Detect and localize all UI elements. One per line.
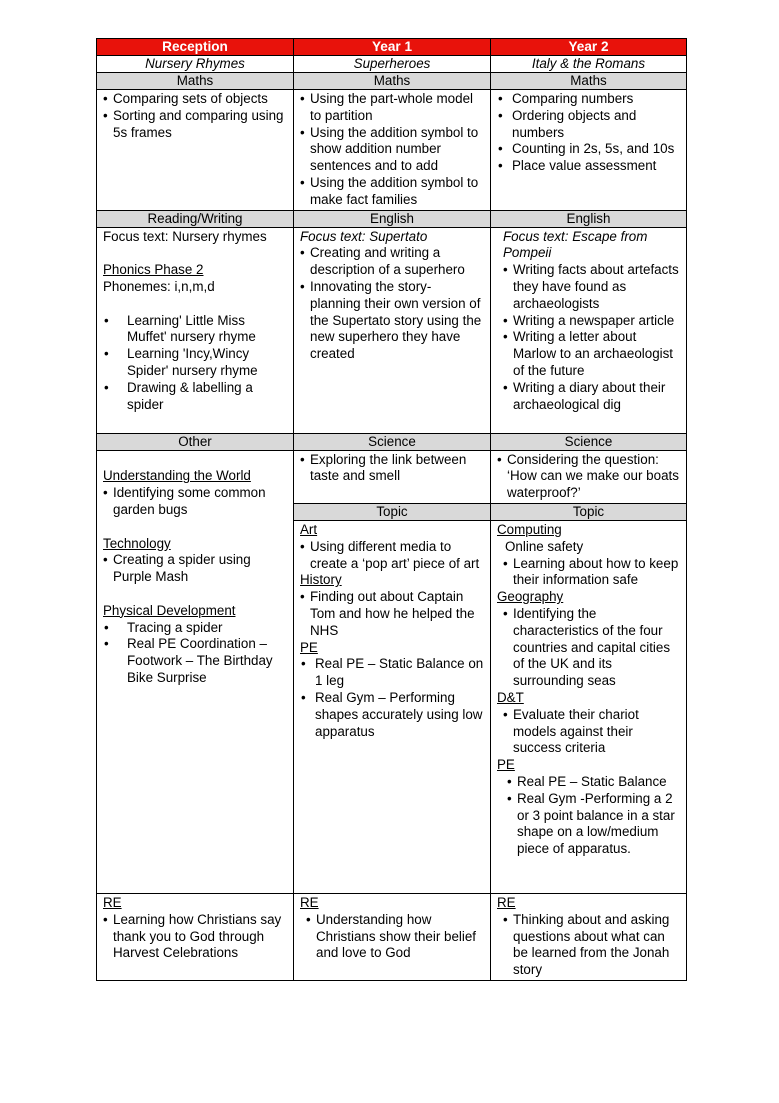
- list-item: • Considering the question: ‘How can we make our boats waterproof?’: [497, 452, 681, 502]
- english-content-row: [97, 227, 687, 433]
- phonics-title: Phonics Phase 2: [103, 262, 204, 278]
- topic-label-year1: Topic: [294, 503, 491, 520]
- other-reception: [97, 450, 294, 893]
- english-label-year2: English: [491, 210, 687, 227]
- section-title: PE: [300, 639, 318, 655]
- phonemes: Phonemes: i,n,m,d: [103, 278, 215, 294]
- list-item: • Counting in 2s, 5s, and 10s: [497, 141, 681, 158]
- section-title: PE: [497, 757, 515, 773]
- english-label-year1: English: [294, 210, 491, 227]
- focus-text: Focus text: Nursery rhymes: [103, 228, 267, 244]
- section-title: Physical Development: [103, 602, 236, 618]
- theme-year2: Italy & the Romans: [491, 56, 687, 73]
- list-item: • Thinking about and asking questions about what can be learned from the Jonah story: [503, 912, 681, 979]
- re-row: [97, 893, 687, 980]
- header-year2: Year 2: [491, 39, 687, 56]
- curriculum-table: [96, 38, 687, 981]
- science-label-year1: Science: [294, 433, 491, 450]
- list-item: • Tracing a spider: [103, 620, 288, 637]
- list-item: • Identifying some common garden bugs: [103, 485, 288, 519]
- science-year2: [491, 450, 687, 503]
- section-title: Technology: [103, 535, 171, 551]
- english-year2: [491, 227, 687, 433]
- computing-subtitle: Online safety: [505, 538, 584, 554]
- english-reception: [97, 227, 294, 433]
- list-item: • Learning 'Incy,Wincy Spider' nursery rhyme: [103, 346, 288, 380]
- english-label-row: [97, 210, 687, 227]
- list-item: • Using different media to create a ‘pop art’ piece of art: [300, 539, 485, 573]
- year-header-row: [97, 39, 687, 56]
- list-item: • Real PE – Static Balance: [507, 774, 681, 791]
- list-item: • Using the addition symbol to make fact families: [300, 175, 485, 209]
- list-item: • Finding out about Captain Tom and how he helped the NHS: [300, 589, 485, 639]
- english-label-reception: Reading/Writing: [97, 210, 294, 227]
- re-title: RE: [300, 894, 319, 910]
- section-title: Art: [300, 521, 318, 537]
- list-item: • Real PE – Static Balance on 1 leg: [300, 656, 485, 690]
- section-title: Geography: [497, 589, 564, 605]
- list-item: • Comparing sets of objects: [103, 91, 288, 108]
- list-item: • Evaluate their chariot models against their success criteria: [503, 707, 681, 757]
- list-item: • Learning about how to keep their information safe: [503, 556, 681, 590]
- focus-text: Focus text: Supertato: [300, 228, 428, 244]
- section-title: D&T: [497, 689, 524, 705]
- theme-reception: Nursery Rhymes: [97, 56, 294, 73]
- list-item: • Understanding how Christians show their belief and love to God: [306, 912, 485, 962]
- other-label: Other: [97, 433, 294, 450]
- re-title: RE: [497, 894, 516, 910]
- list-item: • Identifying the characteristics of the four countries and capital cities of the UK and its surrounding seas: [503, 606, 681, 690]
- maths-content-row: [97, 90, 687, 211]
- header-reception: Reception: [97, 39, 294, 56]
- list-item: • Real Gym – Performing shapes accurately using low apparatus: [300, 690, 485, 740]
- english-year1: [294, 227, 491, 433]
- maths-reception: [97, 90, 294, 211]
- list-item: • Ordering objects and numbers: [497, 108, 681, 142]
- topic-year2: [491, 520, 687, 893]
- section-title: Computing: [497, 521, 562, 537]
- section-title: History: [300, 572, 342, 588]
- list-item: • Real PE Coordination – Footwork – The Birthday Bike Surprise: [103, 636, 288, 686]
- list-item: • Learning how Christians say thank you to God through Harvest Celebrations: [103, 912, 288, 962]
- list-item: • Using the part-whole model to partition: [300, 91, 485, 125]
- topic-year1: [294, 520, 491, 893]
- list-item: • Real Gym -Performing a 2 or 3 point balance in a star shape on a low/medium piece of apparatus.: [507, 791, 681, 858]
- science-label-year2: Science: [491, 433, 687, 450]
- re-title: RE: [103, 894, 122, 910]
- list-item: • Innovating the story- planning their own version of the Supertato story using the new superhero they have created: [300, 279, 485, 363]
- maths-year1: [294, 90, 491, 211]
- list-item: • Using the addition symbol to show addition number sentences and to add: [300, 125, 485, 175]
- list-item: • Comparing numbers: [497, 91, 681, 108]
- re-reception: [97, 893, 294, 980]
- maths-label-year1: Maths: [294, 73, 491, 90]
- re-year2: [491, 893, 687, 980]
- list-item: • Writing a letter about Marlow to an archaeologist of the future: [503, 329, 681, 379]
- list-item: • Sorting and comparing using 5s frames: [103, 108, 288, 142]
- maths-label-reception: Maths: [97, 73, 294, 90]
- list-item: • Place value assessment: [497, 158, 681, 175]
- science-label-row: [97, 433, 687, 450]
- science-content-row: [97, 450, 687, 503]
- focus-text: Focus text: Escape from Pompeii: [503, 228, 648, 261]
- header-year1: Year 1: [294, 39, 491, 56]
- theme-row: [97, 56, 687, 73]
- maths-year2: [491, 90, 687, 211]
- list-item: • Creating and writing a description of a superhero: [300, 245, 485, 279]
- list-item: • Writing a diary about their archaeological dig: [503, 380, 681, 414]
- topic-label-year2: Topic: [491, 503, 687, 520]
- maths-label-year2: Maths: [491, 73, 687, 90]
- list-item: • Writing a newspaper article: [503, 313, 681, 330]
- science-year1: [294, 450, 491, 503]
- theme-year1: Superheroes: [294, 56, 491, 73]
- maths-label-row: [97, 73, 687, 90]
- list-item: • Exploring the link between taste and smell: [300, 452, 485, 486]
- list-item: • Writing facts about artefacts they have found as archaeologists: [503, 262, 681, 312]
- re-year1: [294, 893, 491, 980]
- list-item: • Learning' Little Miss Muffet' nursery rhyme: [103, 313, 288, 347]
- list-item: • Drawing & labelling a spider: [103, 380, 288, 414]
- list-item: • Creating a spider using Purple Mash: [103, 552, 288, 586]
- section-title: Understanding the World: [103, 468, 251, 484]
